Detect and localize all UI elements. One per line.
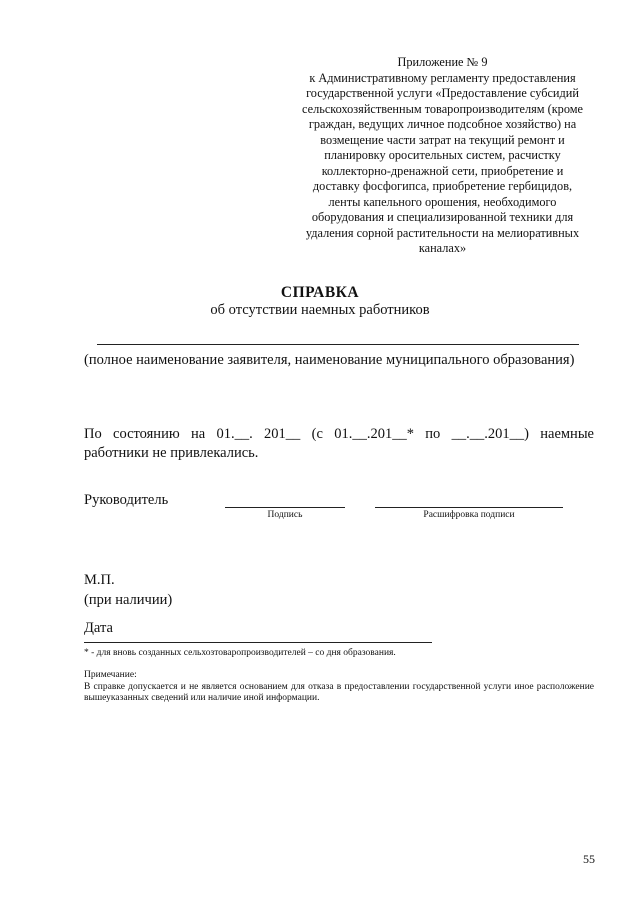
appendix-line: Приложение № 9 [397,55,488,69]
appendix-line: граждан, ведущих личное подсобное хозяйство) на [308,117,577,131]
status-statement [84,425,594,463]
stamp-label: М.П. [84,572,115,588]
note-label: Примечание: [84,670,137,680]
appendix-line: оборудования и специализированной техники для [311,210,574,224]
page-number: 55 [583,852,595,866]
status-line: работники не привлекались. [84,445,259,461]
appendix-line: удаления сорной растительности на мелиоративных [305,225,580,240]
appendix-line: ленты капельного орошения, необходимого [328,194,557,209]
note-text: В справке допускается и не является основанием для отказа в предоставлении государственной услуги иное расположение вышеуказанных сведений или наличие иной информации. [84,681,594,703]
appendix-header [285,55,600,257]
appendix-line: сельскохозяйственным товаропроизводителям (кроме [302,101,583,116]
decoding-line [375,507,563,508]
appendix-line: возмещение части затрат на текущий ремонт и [320,132,565,147]
date-label: Дата [84,620,113,636]
applicant-caption: (полное наименование заявителя, наименование муниципального образования) [84,352,575,368]
signature-line [225,507,345,508]
stamp-block [84,570,172,610]
appendix-line: планировку оросительных систем, расчистку [324,148,561,162]
footnote-separator [84,642,432,643]
document-subtitle: об отсутствии наемных работников [210,302,430,318]
status-line: По состоянию на 01.__. 201__ (с 01.__.201__* по __.__.201__) наемные [84,426,594,442]
head-label: Руководитель [84,492,169,508]
decoding-caption: Расшифровка подписи [423,510,515,520]
appendix-line: каналах» [418,241,467,255]
footnote: * - для вновь созданных сельхозтоваропроизводителей – со дня образования. [84,648,396,658]
appendix-line: доставку фосфогипса, приобретение гербицидов, [312,179,573,193]
document-title: СПРАВКА [280,284,360,301]
signature-caption: Подпись [267,510,303,520]
appendix-line: государственной услуги «Предоставление субсидий [306,86,579,100]
note-block [84,670,594,705]
appendix-line: коллекторно-дренажной сети, приобретение и [321,163,564,178]
stamp-note: (при наличии) [84,592,173,608]
appendix-line: к Административному регламенту предоставления [309,70,576,85]
applicant-name-line [97,344,579,345]
